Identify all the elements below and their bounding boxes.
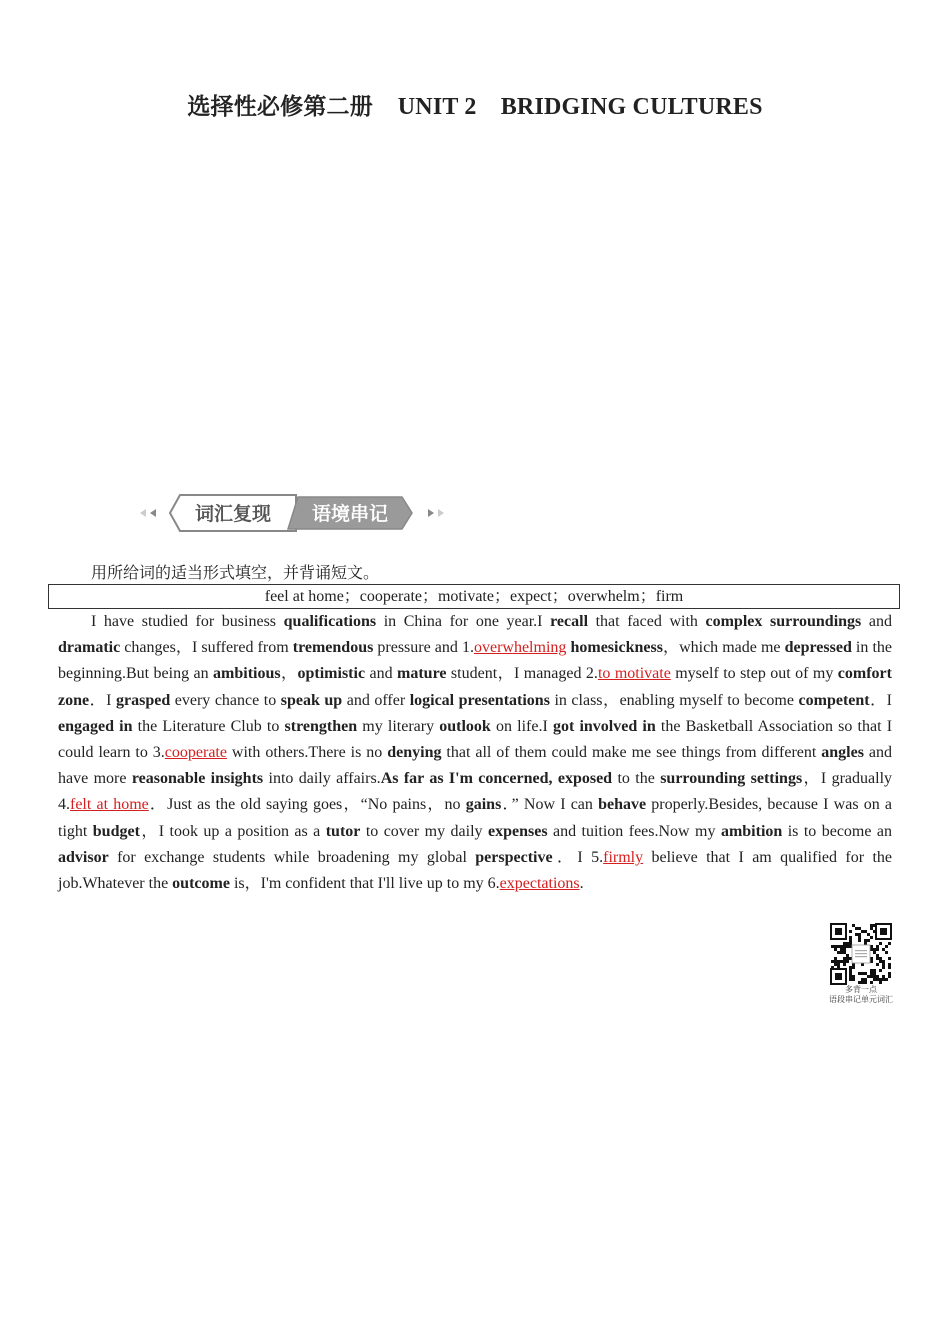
passage-text: with others.There is no — [226, 744, 388, 762]
passage-text: student，I managed 2. — [446, 665, 598, 683]
passage-text: ，I took up a position as a — [139, 822, 326, 840]
passage-text: in the beginning.But being an — [58, 639, 892, 683]
passage-text: ，I gradually 4. — [58, 770, 893, 814]
key-word: competent — [798, 691, 870, 709]
answer-6: expectations — [499, 875, 580, 893]
banner-left-tab: 词汇复现 — [194, 503, 272, 525]
passage-text: in class，enabling myself to become — [549, 691, 799, 709]
answer-3: cooperate — [164, 744, 227, 762]
key-word: grasped — [116, 691, 171, 709]
key-word: angles — [821, 744, 864, 762]
key-word: logical presentations — [409, 691, 550, 709]
key-word: complex surroundings — [705, 613, 862, 630]
passage-text: into daily affairs. — [263, 770, 381, 788]
answer-5: firmly — [603, 848, 644, 866]
key-word: speak up — [280, 691, 343, 709]
passage-text: that all of them could make me see things from different — [441, 744, 822, 762]
passage-text: to cover my daily — [360, 822, 488, 840]
qr-caption — [820, 985, 902, 1005]
word-box: feel at home；cooperate；motivate；expect；overwhelm；firm — [48, 584, 900, 609]
passage-text: properly.Besides, because I was on a tight — [58, 796, 892, 840]
passage-text: and have more — [58, 744, 892, 788]
key-word: tremendous — [292, 639, 374, 657]
passage-text: the Basketball Association so that I could learn to 3. — [58, 717, 893, 762]
answer-1: overwhelming — [473, 639, 567, 657]
passage-text: and offer — [342, 691, 410, 709]
passage-text: ．Just as the old saying goes，“No pains，no — [148, 796, 466, 814]
passage-text: myself to step out of my — [670, 665, 838, 683]
passage-text: ， — [280, 665, 298, 683]
key-word: tutor — [325, 822, 361, 840]
key-word: surrounding settings — [660, 770, 803, 788]
passage-text: in China for one year.I — [376, 613, 551, 630]
key-word: behave — [598, 796, 647, 814]
passage-text: believe that I am qualified for the job.Whatever the — [58, 848, 892, 893]
passage-text: I have studied for business — [91, 613, 284, 630]
passage — [58, 609, 892, 897]
key-word: denying — [387, 744, 442, 762]
key-word: mature — [397, 665, 447, 683]
key-word: As far as I'm concerned, exposed — [380, 770, 613, 788]
passage-text: and — [861, 613, 892, 630]
passage-text: is，I'm confident that I'll live up to my 6. — [229, 875, 500, 893]
passage-text: every chance to — [170, 691, 281, 709]
instruction-text: 用所给词的适当形式填空，并背诵短文。 — [91, 563, 380, 582]
qr-caption-line2: 语段串记单元词汇 — [829, 995, 893, 1004]
key-word: gains — [465, 796, 502, 814]
key-word: optimistic — [297, 665, 366, 683]
key-word: outcome — [172, 875, 230, 893]
right-arrow-icon — [428, 509, 434, 517]
passage-text: and — [365, 665, 398, 683]
passage-text: the Literature Club to — [132, 717, 285, 735]
passage-text: is to become an — [782, 822, 892, 840]
key-word: engaged in — [58, 717, 133, 735]
left-arrow-icon-2 — [150, 509, 156, 517]
passage-text: that faced with — [588, 613, 706, 630]
left-arrow-icon — [140, 509, 146, 517]
key-word: budget — [92, 822, 140, 840]
passage-text: . — [579, 875, 584, 893]
passage-text: ．I 5. — [552, 848, 604, 866]
page-title-en: UNIT 2 BRIDGING CULTURES — [397, 94, 763, 120]
key-word: depressed — [784, 639, 852, 657]
passage-text: ，which made me — [662, 639, 785, 657]
banner-right-tab: 语境串记 — [311, 503, 389, 525]
page-title-cn: 选择性必修第二册 — [187, 94, 373, 120]
passage-text: for exchange students while broadening my global — [108, 848, 476, 866]
passage-text: on life.I — [490, 717, 553, 735]
qr-caption-line1: 多背一点 — [845, 985, 877, 994]
key-word: got involved in — [552, 717, 656, 735]
key-word: reasonable insights — [131, 770, 264, 788]
key-word: perspective — [475, 848, 553, 866]
key-word: ambition — [720, 822, 783, 840]
key-word: dramatic — [58, 639, 121, 657]
passage-text: changes，I suffered from — [120, 639, 293, 657]
passage-text: ．I — [869, 691, 892, 709]
key-word: ambitious — [213, 665, 281, 683]
right-arrow-icon-2 — [438, 509, 444, 517]
key-word: qualifications — [283, 613, 377, 630]
section-banner — [132, 494, 452, 532]
answer-4: felt at home — [70, 796, 149, 814]
passage-text: pressure and 1. — [373, 639, 474, 657]
key-word: homesickness — [570, 639, 663, 657]
key-word: recall — [550, 613, 589, 630]
passage-text: and tuition fees.Now my — [547, 822, 721, 840]
page-title — [0, 86, 950, 121]
passage-text: ．I — [89, 691, 117, 709]
key-word: comfort zone — [58, 665, 892, 709]
passage-text: to the — [612, 770, 661, 788]
qr-code-icon[interactable] — [830, 923, 892, 985]
passage-text: my literary — [357, 717, 440, 735]
key-word: expenses — [487, 822, 548, 840]
key-word: advisor — [58, 848, 109, 866]
answer-2: to motivate — [597, 665, 671, 683]
key-word: strengthen — [284, 717, 358, 735]
passage-text: ．” Now I can — [501, 796, 599, 814]
key-word: outlook — [439, 717, 491, 735]
